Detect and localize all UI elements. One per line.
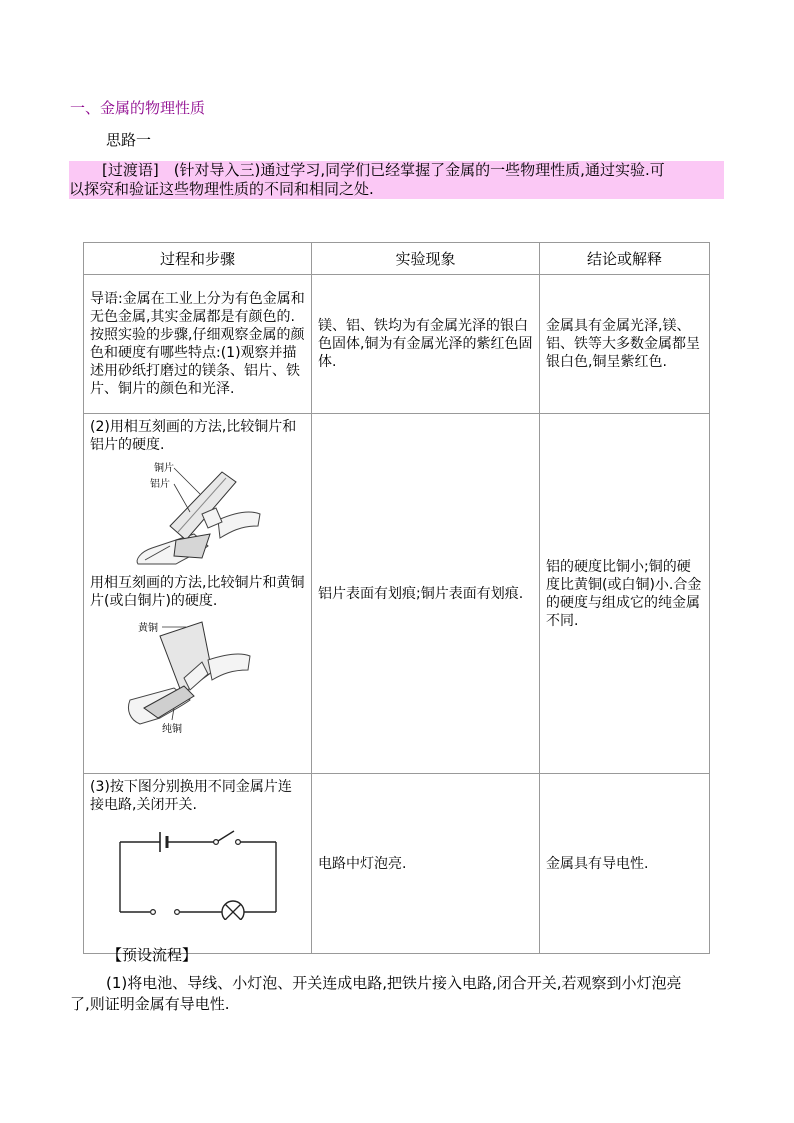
table-header-row xyxy=(84,243,710,275)
conclusion-cell xyxy=(540,774,710,954)
brass-label: 黄铜 xyxy=(138,623,158,634)
conclusion-cell xyxy=(540,275,710,414)
experiment-table xyxy=(83,242,710,954)
phenomenon-text: 镁、铝、铁均为有金属光泽的银白色固体,铜为有金属光泽的紫红色固体. xyxy=(318,318,533,370)
table-row xyxy=(84,774,710,954)
phenomenon-cell xyxy=(312,414,540,774)
section-heading: 一、金属的物理性质 xyxy=(70,99,206,117)
step-cell xyxy=(84,414,312,774)
pure-copper-label: 纯铜 xyxy=(162,724,182,734)
step-text: 导语:金属在工业上分为有色金属和无色金属,其实金属都是有颜色的.按照实验的步骤,仔细观察金属的颜色和硬度有哪些特点:(1)观察并描述用砂纸打磨过的镁条、铝片、铁片、铜片的颜色和光泽. xyxy=(90,291,305,397)
header-steps: 过程和步骤 xyxy=(84,243,312,275)
scratch-brass-copper-illustration xyxy=(90,616,306,734)
phenomenon-text: 铝片表面有划痕;铜片表面有划痕. xyxy=(318,585,524,602)
conclusion-text: 金属具有导电性. xyxy=(546,855,649,872)
table-row xyxy=(84,414,710,774)
step-cell xyxy=(84,275,312,414)
aluminum-sheet-label: 铝片 xyxy=(150,479,170,490)
phenomenon-cell xyxy=(312,275,540,414)
terminal-icon xyxy=(151,910,156,915)
preset-heading: 【预设流程】 xyxy=(107,946,198,964)
circuit-diagram xyxy=(90,820,306,920)
sub-heading: 思路一 xyxy=(106,131,152,149)
step-cell xyxy=(84,774,312,954)
transition-line-1: [过渡语] (针对导入三)通过学习,同学们已经掌握了金属的一些物理性质,通过实验.可 xyxy=(102,161,665,179)
paragraph-line-1: (1)将电池、导线、小灯泡、开关连成电路,把铁片接入电路,闭合开关,若观察到小灯泡亮 xyxy=(106,974,682,992)
switch-icon xyxy=(214,840,219,845)
conclusion-text: 金属具有金属光泽,镁、铝、铁等大多数金属都呈银白色,铜呈紫红色. xyxy=(546,318,700,370)
procedure-paragraph xyxy=(70,973,725,1015)
terminal-icon xyxy=(175,910,180,915)
conclusion-cell xyxy=(540,414,710,774)
copper-sheet-label: 铜片 xyxy=(154,463,174,474)
conclusion-text: 铝的硬度比铜小;铜的硬度比黄铜(或白铜)小.合金的硬度与组成它的纯金属不同. xyxy=(546,558,702,629)
paragraph-line-2: 了,则证明金属有导电性. xyxy=(70,995,230,1013)
transition-line-2: 以探究和验证这些物理性质的不同和相同之处. xyxy=(69,180,374,198)
table-row xyxy=(84,275,710,414)
phenomenon-cell xyxy=(312,774,540,954)
header-conclusion: 结论或解释 xyxy=(540,243,710,275)
step-text: (2)用相互刻画的方法,比较铜片和铝片的硬度. xyxy=(90,419,297,453)
step-text: (3)按下图分别换用不同金属片连接电路,关闭开关. xyxy=(90,779,292,813)
step-text: 用相互刻画的方法,比较铜片和黄铜片(或白铜片)的硬度. xyxy=(90,575,305,609)
header-phenomenon: 实验现象 xyxy=(312,243,540,275)
scratch-copper-aluminum-illustration xyxy=(90,460,306,568)
phenomenon-text: 电路中灯泡亮. xyxy=(318,855,407,872)
transition-note xyxy=(69,161,724,199)
